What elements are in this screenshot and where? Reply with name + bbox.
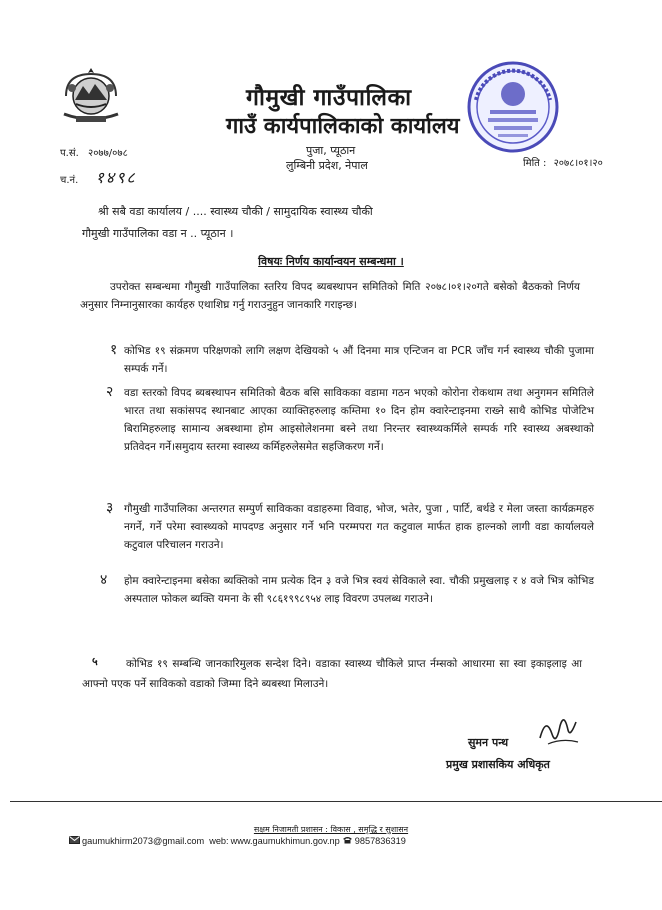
chalan-label: च.नं. <box>60 175 79 186</box>
footer-website[interactable]: www.gaumukhimun.gov.np <box>230 836 340 846</box>
date-label: मिति : <box>523 158 547 169</box>
address-line-2: लुम्बिनी प्रदेश, नेपाल <box>286 159 368 172</box>
point-number: ५ <box>92 655 98 668</box>
point-text: कोभिड १९ सम्बन्धि जानकारिमुलक सन्देश दिने। वडाका स्वास्थ्य चौकिले प्राप्त र्नम्सको आधारमा सा स्वा इकाइलाइ आ आफ्नो पएक पर्ने साविकको वडाको जिम्मा दिने ब्यबस्था मिलाउने। <box>82 658 582 690</box>
letter-date <box>523 155 603 169</box>
nepal-emblem-icon <box>58 66 124 128</box>
footer-divider <box>10 801 662 802</box>
reference-value: २०७७/०७८ <box>88 148 128 159</box>
date-value: २०७८।०१।२० <box>553 158 603 169</box>
footer-contact <box>69 836 406 846</box>
office-name: गाउँ कार्यपालिकाको कार्यालय <box>226 114 460 139</box>
footer-motto <box>0 824 662 835</box>
point-number: १ <box>110 342 118 358</box>
point-number: ३ <box>106 500 114 516</box>
footer-email[interactable]: gaumukhirm2073@gmail.com <box>82 836 205 846</box>
point-text: होम क्वारेन्टाइनमा बसेका ब्यक्तिको नाम प्रत्येक दिन ३ वजे भित्र स्वयं सेविकाले स्वा. चौकी प्रमुखलाइ र ४ वजे भित्र कोभिड अस्पताल फोकल ब्यक्ति यमना के सी ९८६१९९८९५४ लाइ विवरण उपलब्ध गराउने। <box>124 575 594 605</box>
recipient-line-1: श्री सबै वडा कार्यालय / .... स्वास्थ्य चौकी / सामुदायिक स्वास्थ्य चौकी <box>98 205 373 218</box>
reference-label: प.सं. <box>60 148 79 159</box>
chalan-value: १४९८ <box>95 168 137 187</box>
point-text: कोभिड १९ संक्रमण परिक्षणको लागि लक्षण देखियको ५ औं दिनमा मात्र एन्टिजन वा PCR जाँच गर्न स्वास्थ्य चौकी पुजामा सम्पर्क गर्ने। <box>124 345 594 375</box>
signer-name: सुमन पन्थ <box>468 736 509 749</box>
point-number: ४ <box>100 572 108 588</box>
organization-name: गौमुखी गाउँपालिका <box>246 85 412 111</box>
footer-phone: 9857836319 <box>354 836 406 846</box>
motto-text: सक्षम निजामती प्रशासन : विकास , समृद्धि र सुशासन <box>253 825 409 834</box>
reference-number <box>60 145 128 159</box>
email-icon <box>69 836 80 846</box>
intro-paragraph: उपरोक्त सम्बन्धमा गौमुखी गाउँपालिका स्तरिय विपद ब्यबस्थापन समितिको मिति २०७८।०१।२०गते बसेको बैठकको निर्णय अनुसार निम्नानुसारका कार्यहरु एथाशिघ्र गर्नु गराउनुहुन जानकारि गराइन्छ। <box>80 281 580 311</box>
recipient-line-2: गौमुखी गाउँपालिका वडा न .. प्यूठान । <box>82 227 234 240</box>
letter-subject <box>0 254 662 269</box>
subject-text: विषयः निर्णय कार्यान्वयन सम्बन्धमा । <box>258 255 404 268</box>
chalan-number <box>60 166 137 188</box>
point-number: २ <box>106 384 114 400</box>
point-text: वडा स्तरको विपद ब्यबस्थापन समितिको बैठक बसि साविकका वडामा गठन भएको कोरोना रोकथाम तथा अनुगमन समितिले भारत तथा सकांसपद स्थानबाट आएका व्याक्तिहरुलाइ कम्तिमा १० दिन होम क्वारेन्टाइनमा राख्ने साथै कोभिड पोजेटिभ बिरामिहरुलाइ सामान्य अबस्थामा होम आइसोलेशनमा बस्ने तथा निरन्तर स्वास्थ्यकर्मिले सम्पर्क गरि स्वास्थ्य अबस्थाको प्रतिवेदन गर्ने।समुदाय स्तरमा स्वास्थ्य कर्मिहरुलेसमेत सहजिकरण गर्ने। <box>124 387 594 453</box>
address-line-1: पुजा, प्यूठान <box>306 144 356 157</box>
point-text: गौमुखी गाउँपालिका अन्तरगत सम्पुर्ण साविकका वडाहरुमा विवाह, भोज, भतेर, पुजा , पार्टि, बर्थडे र मेला जस्ता कार्यक्रमहरु नगर्ने, गर्ने परेमा स्वास्थ्यको मापदण्ड अनुसार गर्ने भनि परम्मपरा गत कटुवाल मार्फत हाक हाल्नको लागी वडा कार्यालयले कटुवाल परिचालन गराउने। <box>124 503 594 551</box>
web-label: web: <box>209 836 229 846</box>
signer-title: प्रमुख प्रशासकिय अधिकृत <box>446 758 550 771</box>
phone-icon <box>342 836 353 846</box>
handwritten-signature <box>536 708 582 754</box>
office-seal-stamp <box>466 60 560 154</box>
